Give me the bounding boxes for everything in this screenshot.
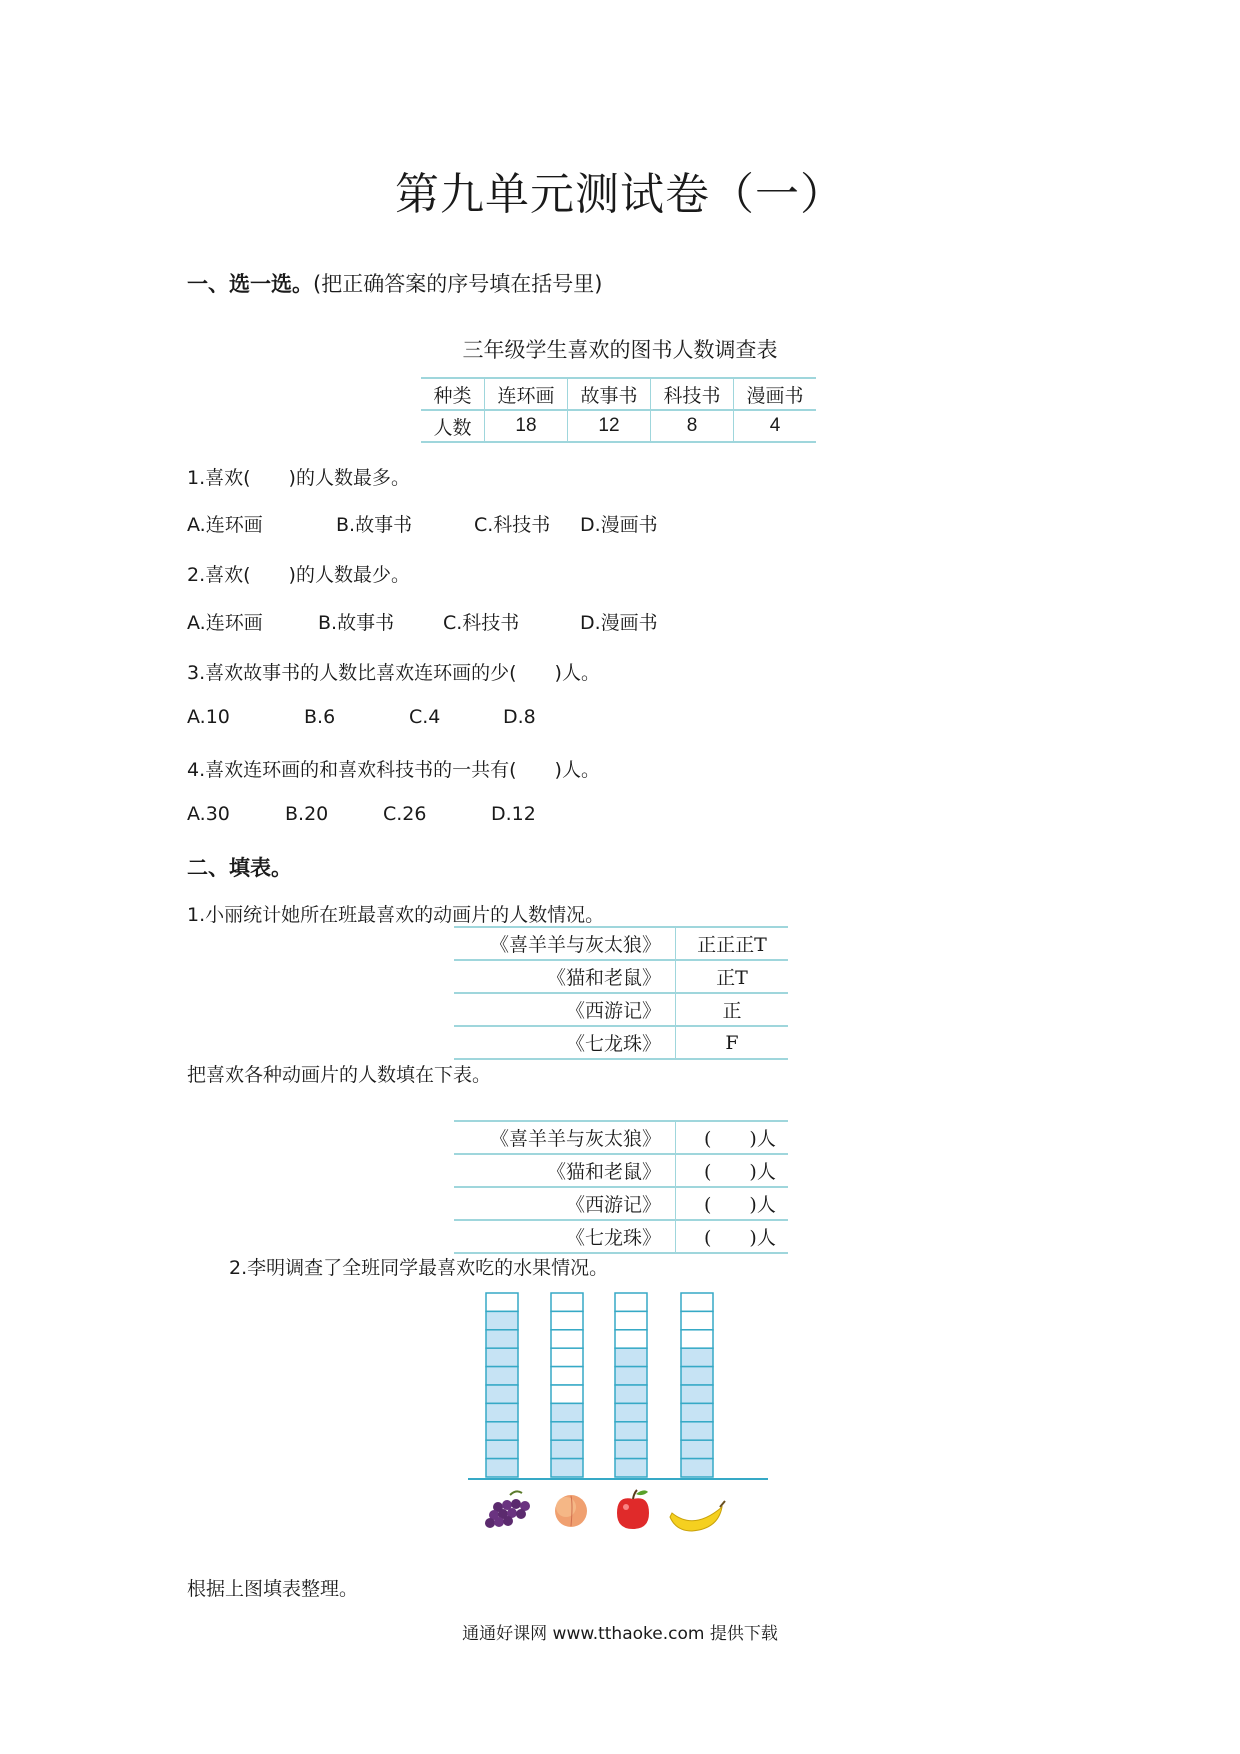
header-cell: 种类 [421, 378, 485, 410]
row-label-cell: 人数 [421, 410, 485, 442]
bar-cell [681, 1403, 713, 1421]
bar-cell [615, 1403, 647, 1421]
q3-option-c: C.4 [409, 706, 441, 728]
cartoon-name: 《七龙珠》 [454, 1220, 676, 1253]
bar-cell [486, 1293, 518, 1311]
bar-cell [615, 1348, 647, 1366]
tally-mark: F [676, 1026, 789, 1059]
table-row [454, 1121, 788, 1154]
header-cell: 漫画书 [734, 378, 817, 410]
cartoon-name: 《西游记》 [454, 1187, 676, 1220]
section2-q1: 1.小丽统计她所在班最喜欢的动画片的人数情况。 [187, 904, 605, 926]
q2-option-a: A.连环画 [187, 612, 263, 634]
bar-cell [551, 1459, 583, 1477]
bar-cell [681, 1348, 713, 1366]
grapes-icon [485, 1491, 530, 1528]
q2-option-b: B.故事书 [318, 612, 395, 634]
bar-banana [681, 1293, 713, 1477]
fill-instruction: 把喜欢各种动画片的人数填在下表。 [187, 1064, 492, 1086]
section1-heading-label: 一、选一选。 [187, 272, 313, 296]
header-cell: 科技书 [651, 378, 734, 410]
section2-heading: 二、填表。 [187, 856, 292, 880]
cartoon-name: 《七龙珠》 [454, 1026, 676, 1059]
tally-table [454, 926, 788, 1060]
banana-icon [670, 1501, 725, 1531]
table-row [421, 378, 816, 410]
q1-option-a: A.连环画 [187, 514, 263, 536]
table-row [454, 1220, 788, 1253]
tally-mark: 正T [676, 960, 789, 993]
bar-cell [551, 1403, 583, 1421]
chart-followup-text: 根据上图填表整理。 [187, 1578, 359, 1600]
bar-cell [681, 1459, 713, 1477]
bar-cell [681, 1422, 713, 1440]
bar-cell [486, 1440, 518, 1458]
bar-cell [551, 1367, 583, 1385]
question-2: 2.喜欢( )的人数最少。 [187, 564, 410, 586]
value-cell: 4 [734, 410, 817, 442]
bar-cell [551, 1330, 583, 1348]
bar-cell [615, 1330, 647, 1348]
bar-cell [681, 1385, 713, 1403]
section2-q2: 2.李明调查了全班同学最喜欢吃的水果情况。 [229, 1257, 609, 1279]
question-1: 1.喜欢( )的人数最多。 [187, 467, 410, 489]
table-row [421, 410, 816, 442]
bar-grapes [486, 1293, 518, 1477]
q3-option-b: B.6 [304, 706, 336, 728]
question-4: 4.喜欢连环画的和喜欢科技书的一共有( )人。 [187, 759, 600, 781]
q2-option-c: C.科技书 [443, 612, 520, 634]
section1-heading [187, 268, 602, 298]
question-3: 3.喜欢故事书的人数比喜欢连环画的少( )人。 [187, 662, 600, 684]
bar-cell [615, 1459, 647, 1477]
q4-option-b: B.20 [285, 803, 329, 825]
answer-blank: ( )人 [676, 1154, 788, 1187]
cartoon-name: 《猫和老鼠》 [454, 1154, 676, 1187]
q4-option-c: C.26 [383, 803, 427, 825]
answer-blank: ( )人 [676, 1220, 788, 1253]
bar-cell [681, 1367, 713, 1385]
bar-cell [681, 1330, 713, 1348]
apple-icon [617, 1490, 649, 1529]
bar-cell [486, 1385, 518, 1403]
cartoon-name: 《西游记》 [454, 993, 676, 1026]
table-row [454, 1154, 788, 1187]
bar-cell [551, 1311, 583, 1329]
bar-cell [551, 1440, 583, 1458]
bar-apple [615, 1293, 647, 1477]
bar-cell [551, 1348, 583, 1366]
chart-bars [486, 1293, 713, 1477]
value-cell: 12 [568, 410, 651, 442]
header-cell: 连环画 [485, 378, 568, 410]
table-caption: 三年级学生喜欢的图书人数调查表 [462, 338, 778, 362]
q1-option-c: C.科技书 [474, 514, 551, 536]
tally-mark: 正 [676, 993, 789, 1026]
header-cell: 故事书 [568, 378, 651, 410]
cartoon-name: 《喜羊羊与灰太狼》 [454, 1121, 676, 1154]
value-cell: 8 [651, 410, 734, 442]
q3-option-d: D.8 [503, 706, 536, 728]
tally-mark: 正正正T [676, 927, 789, 960]
bar-cell [615, 1422, 647, 1440]
bar-cell [615, 1385, 647, 1403]
page-title: 第九单元测试卷（一） [395, 169, 845, 220]
answer-blank: ( )人 [676, 1187, 788, 1220]
bar-cell [486, 1348, 518, 1366]
bar-cell [551, 1385, 583, 1403]
footer: 通通好课网 www.tthaoke.com 提供下载 [462, 1624, 778, 1644]
bar-cell [551, 1422, 583, 1440]
q2-option-d: D.漫画书 [580, 612, 658, 634]
q4-option-a: A.30 [187, 803, 230, 825]
bar-cell [615, 1440, 647, 1458]
fill-table [454, 1120, 788, 1254]
cartoon-name: 《猫和老鼠》 [454, 960, 676, 993]
bar-cell [681, 1293, 713, 1311]
q1-option-b: B.故事书 [336, 514, 413, 536]
bar-cell [681, 1440, 713, 1458]
table-row [454, 1026, 788, 1059]
section1-instruction: (把正确答案的序号填在括号里) [313, 272, 603, 296]
bar-cell [486, 1403, 518, 1421]
q4-option-d: D.12 [491, 803, 536, 825]
bar-cell [486, 1367, 518, 1385]
bar-cell [615, 1367, 647, 1385]
table-row [454, 927, 788, 960]
cartoon-name: 《喜羊羊与灰太狼》 [454, 927, 676, 960]
bar-cell [486, 1330, 518, 1348]
bar-cell [615, 1293, 647, 1311]
bar-cell [486, 1459, 518, 1477]
table-row [454, 960, 788, 993]
answer-blank: ( )人 [676, 1121, 788, 1154]
value-cell: 18 [485, 410, 568, 442]
bar-cell [486, 1422, 518, 1440]
bar-cell [615, 1311, 647, 1329]
book-survey-table [421, 377, 816, 443]
q1-option-d: D.漫画书 [580, 514, 658, 536]
bar-peach [551, 1293, 583, 1477]
bar-cell [486, 1311, 518, 1329]
table-row [454, 993, 788, 1026]
bar-cell [551, 1293, 583, 1311]
table-row [454, 1187, 788, 1220]
bar-cell [681, 1311, 713, 1329]
q3-option-a: A.10 [187, 706, 230, 728]
peach-icon [555, 1495, 587, 1527]
fruit-chart [460, 1285, 780, 1545]
